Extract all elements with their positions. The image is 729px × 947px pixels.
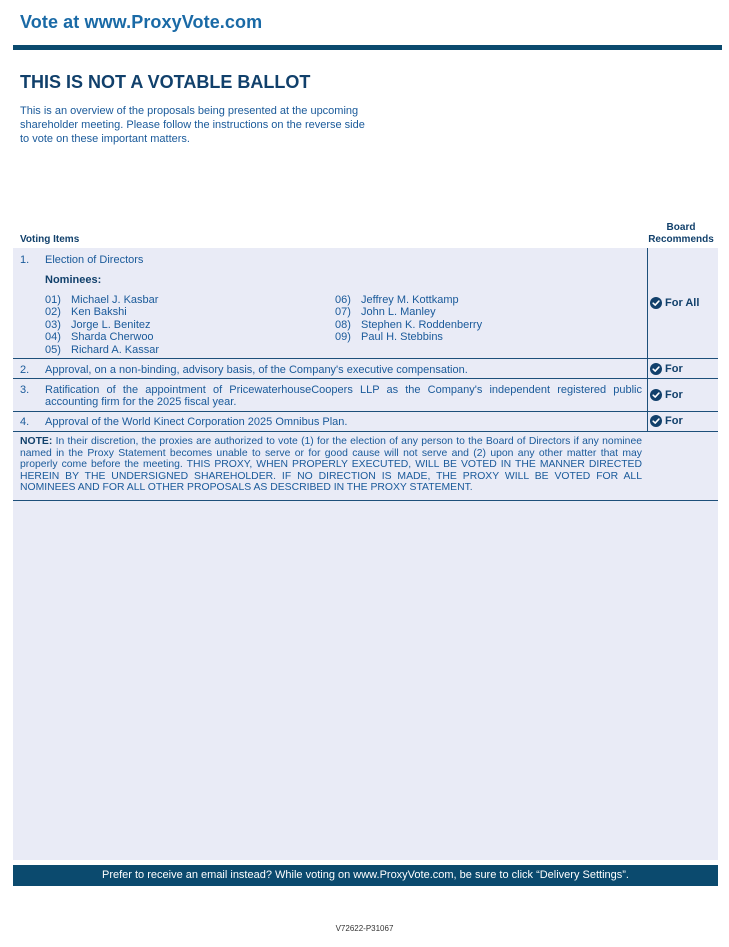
item-number: 1.	[20, 254, 30, 266]
nominee-number: 01)	[45, 294, 61, 306]
note-divider	[13, 500, 718, 501]
nominee-name: Sharda Cherwoo	[71, 331, 154, 344]
nominee	[45, 319, 159, 331]
nominee-name: Richard A. Kassar	[71, 343, 160, 356]
board-header-line2: Recommends	[648, 234, 714, 245]
nominee	[335, 331, 482, 343]
voting-items-header: Voting Items	[20, 234, 80, 245]
nominee-number: 06)	[335, 294, 351, 306]
item-text: Approval, on a non-binding, advisory basis, of the Company's executive compensation.	[45, 364, 468, 376]
recommendation-for-all	[650, 297, 699, 309]
check-circle-icon	[650, 297, 662, 309]
recommendation-label: For	[665, 363, 683, 375]
document-code: V72622-P31067	[335, 924, 394, 933]
nominee	[335, 319, 482, 331]
nominee	[45, 331, 159, 343]
nominees-list-right	[335, 294, 482, 344]
nominee-name: John L. Manley	[361, 306, 436, 319]
item-text: Election of Directors	[45, 254, 144, 266]
nominee-number: 09)	[335, 331, 351, 344]
item-number: 3.	[20, 384, 30, 396]
recommendation-for	[650, 415, 683, 427]
delivery-settings-banner: Prefer to receive an email instead? While voting on www.ProxyVote.com, be sure to click “Delivery Settings”.	[13, 865, 718, 886]
check-circle-icon	[650, 415, 662, 427]
nominee-name: Stephen K. Roddenberry	[361, 318, 483, 331]
check-circle-icon	[650, 389, 662, 401]
board-recommends-header	[645, 222, 717, 246]
ballot-intro: This is an overview of the proposals being presented at the upcoming shareholder meeting. Please follow the instructions on the reverse side to vote on these important matters.	[20, 105, 365, 145]
note-label: NOTE:	[20, 436, 53, 447]
nominee	[335, 294, 482, 306]
recommendation-for	[650, 389, 683, 401]
nominee-name: Ken Bakshi	[71, 306, 127, 319]
recommendation-label: For All	[665, 297, 700, 309]
nominee-number: 03)	[45, 318, 61, 331]
row-divider	[13, 358, 718, 359]
board-header-line1: Board	[666, 222, 696, 233]
item-text: Ratification of the appointment of PricewaterhouseCoopers LLP as the Company's independent registered public accounting firm for the 2025 fiscal year.	[45, 384, 642, 408]
nominee-name: Jeffrey M. Kottkamp	[361, 294, 459, 306]
row-divider	[13, 378, 718, 379]
recommendation-label: For	[665, 389, 683, 401]
nominee-number: 08)	[335, 318, 351, 331]
check-circle-icon	[650, 363, 662, 375]
recommend-column-divider	[647, 248, 648, 431]
nominee	[45, 344, 159, 356]
note-text: In their discretion, the proxies are authorized to vote (1) for the election of any person to the Board of Directors if any nominee named in the Proxy Statement becomes unable to serve or for good cause will not serve and (2) upon any other matter that may properly come before the meeting. THIS PROXY, WHEN PROPERLY EXECUTED, WILL BE VOTED IN THE MANNER DIRECTED HEREIN BY THE UNDERSIGNED SHAREHOLDER. IF NO DIRECTION IS MADE, THE PROXY WILL BE VOTED FOR ALL NOMINEES AND FOR ALL OTHER PROPOSALS AS DESCRIBED IN THE PROXY STATEMENT.	[20, 436, 642, 494]
nominee	[45, 294, 159, 306]
nominees-list-left	[45, 294, 159, 356]
nominee-number: 04)	[45, 331, 61, 344]
row-divider	[13, 431, 718, 432]
item-text: Approval of the World Kinect Corporation 2025 Omnibus Plan.	[45, 416, 348, 428]
nominee-number: 05)	[45, 343, 61, 356]
nominee	[335, 306, 482, 318]
nominee	[45, 306, 159, 318]
proxy-note	[20, 436, 642, 494]
recommendation-for	[650, 363, 683, 375]
ballot-heading: THIS IS NOT A VOTABLE BALLOT	[20, 72, 311, 92]
item-number: 2.	[20, 364, 30, 376]
nominee-name: Paul H. Stebbins	[361, 331, 443, 344]
proxyvote-title: Vote at www.ProxyVote.com	[20, 12, 263, 32]
row-divider	[13, 411, 718, 412]
nominee-name: Michael J. Kasbar	[71, 294, 159, 306]
nominees-label: Nominees:	[45, 274, 102, 286]
recommendation-label: For	[665, 415, 683, 427]
nominee-number: 07)	[335, 306, 351, 319]
item-number: 4.	[20, 416, 30, 428]
header-rule	[13, 45, 722, 50]
nominee-number: 02)	[45, 306, 61, 319]
nominee-name: Jorge L. Benitez	[71, 318, 151, 331]
